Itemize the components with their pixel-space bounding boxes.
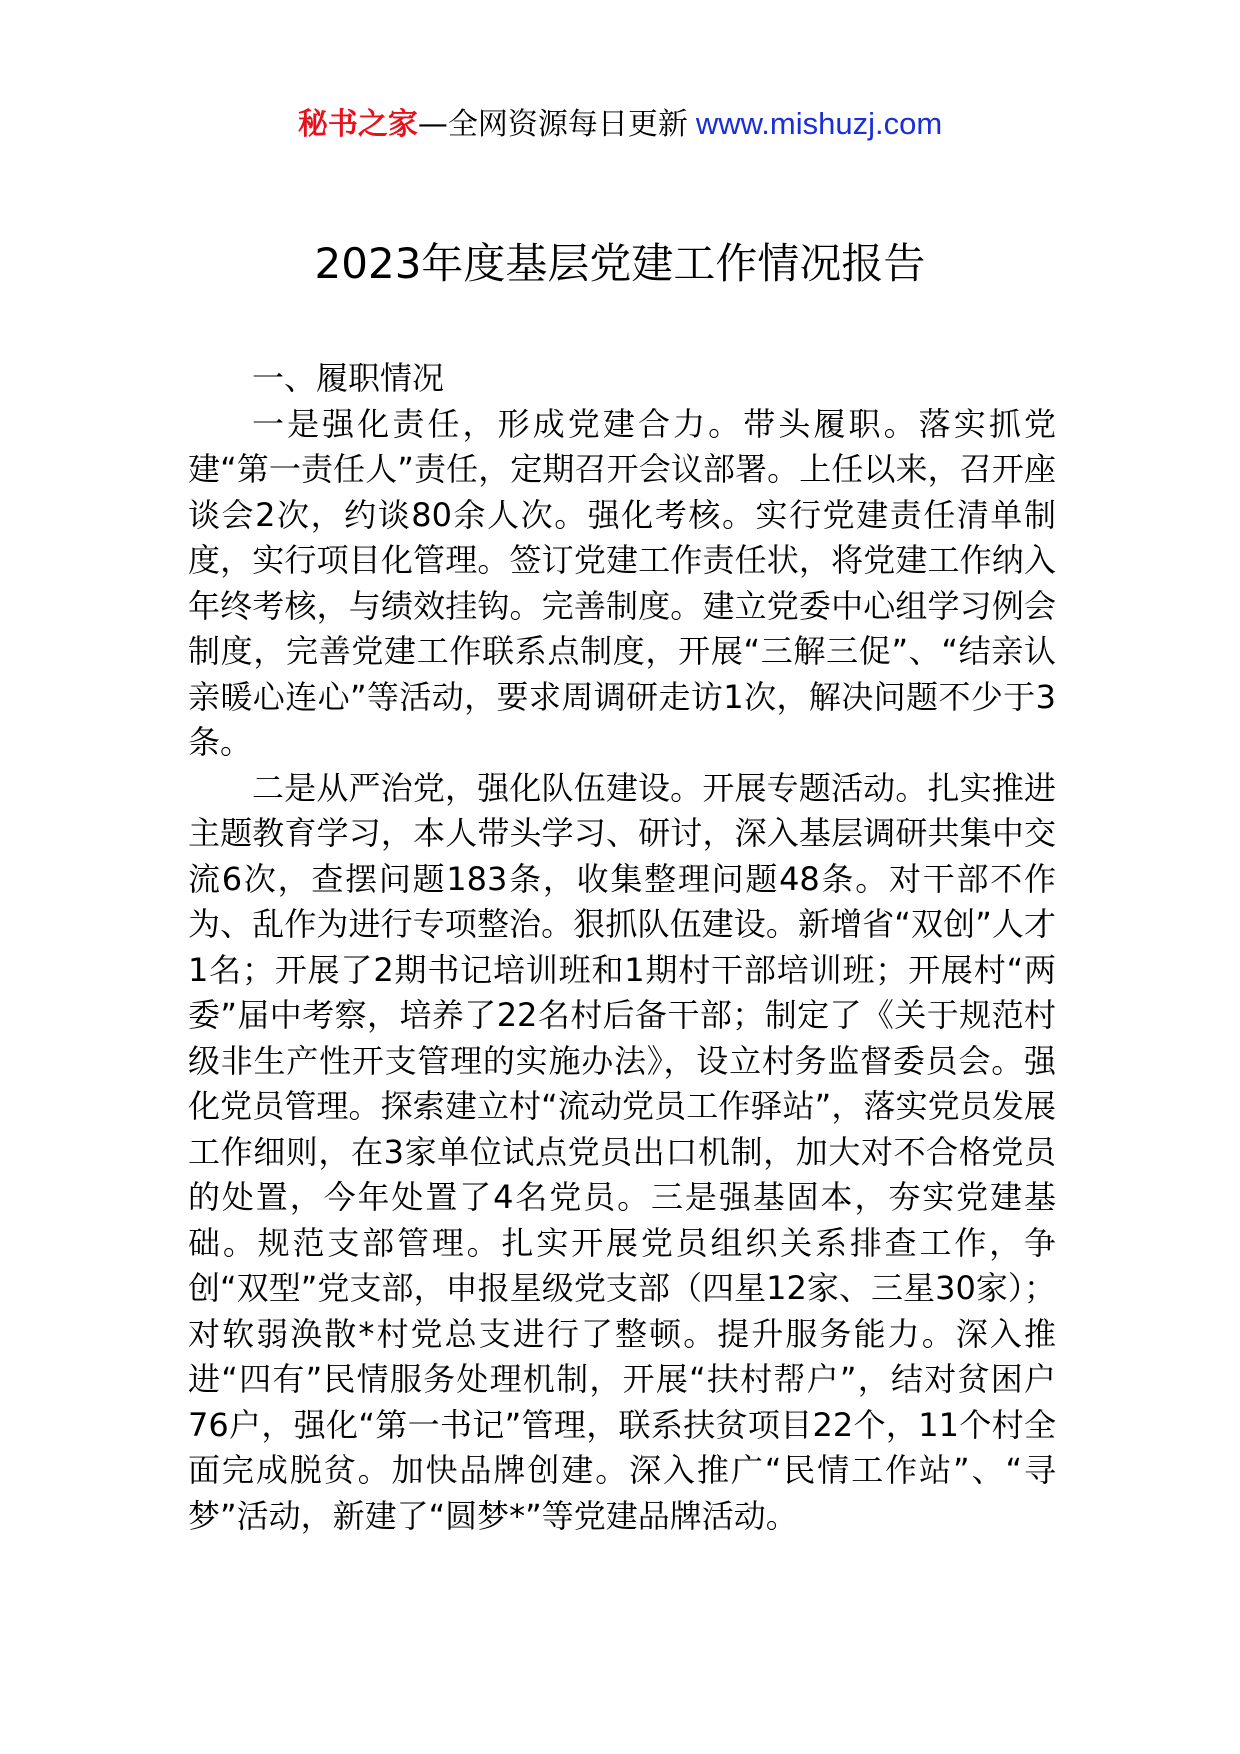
site-url-link[interactable]: www.mishuzj.com <box>695 106 943 141</box>
brand-name: 秘书之家 <box>297 107 418 142</box>
document-title: 2023年度基层党建工作情况报告 <box>314 239 926 288</box>
paragraph: 一是强化责任，形成党建合力。带头履职。落实抓党建“第一责任人”责任，定期召开会议部署。上任以来，召开座谈会2次，约谈80余人次。强化考核。实行党建责任清单制度，实行项目化管理。签订党建工作责任状，将党建工作纳入年终考核，与绩效挂钩。完善制度。建立党委中心组学习例会制度，完善党建工作联系点制度，开展“三解三促”、“结亲认亲暖心连心”等活动，要求周调研走访1次，解决问题不少于3条。 <box>188 404 1056 761</box>
section-heading: 一、履职情况 <box>252 359 445 397</box>
site-header <box>0 104 1240 145</box>
paragraph: 二是从严治党，强化队伍建设。开展专题活动。扎实推进主题教育学习，本人带头学习、研讨，深入基层调研共集中交流6次，查摆问题183条，收集整理问题48条。对干部不作为、乱作为进行专项整治。狠抓队伍建设。新增省“双创”人才1名；开展了2期书记培训班和1期村干部培训班；开展村“两委”届中考察，培养了22名村后备干部；制定了《关于规范村级非生产性开支管理的实施办法》，设立村务监督委员会。强化党员管理。探索建立村“流动党员工作驿站”，落实党员发展工作细则，在3家单位试点党员出口机制，加大对不合格党员的处置，今年处置了4名党员。三是强基固本，夯实党建基础。规范支部管理。扎实开展党员组织关系排查工作，争创“双型”党支部，申报星级党支部（四星12家、三星30家）；对软弱涣散*村党总支进行了整顿。提升服务能力。深入推进“四有”民情服务处理机制，开展“扶村帮户”，结对贫困户76户，强化“第一书记”管理，联系扶贫项目22个，11个村全面完成脱贫。加快品牌创建。深入推广“民情工作站”、“寻梦”活动，新建了“圆梦*”等党建品牌活动。 <box>188 768 1056 1535</box>
document-body <box>188 356 1056 1539</box>
header-tagline: —全网资源每日更新 <box>417 107 688 142</box>
